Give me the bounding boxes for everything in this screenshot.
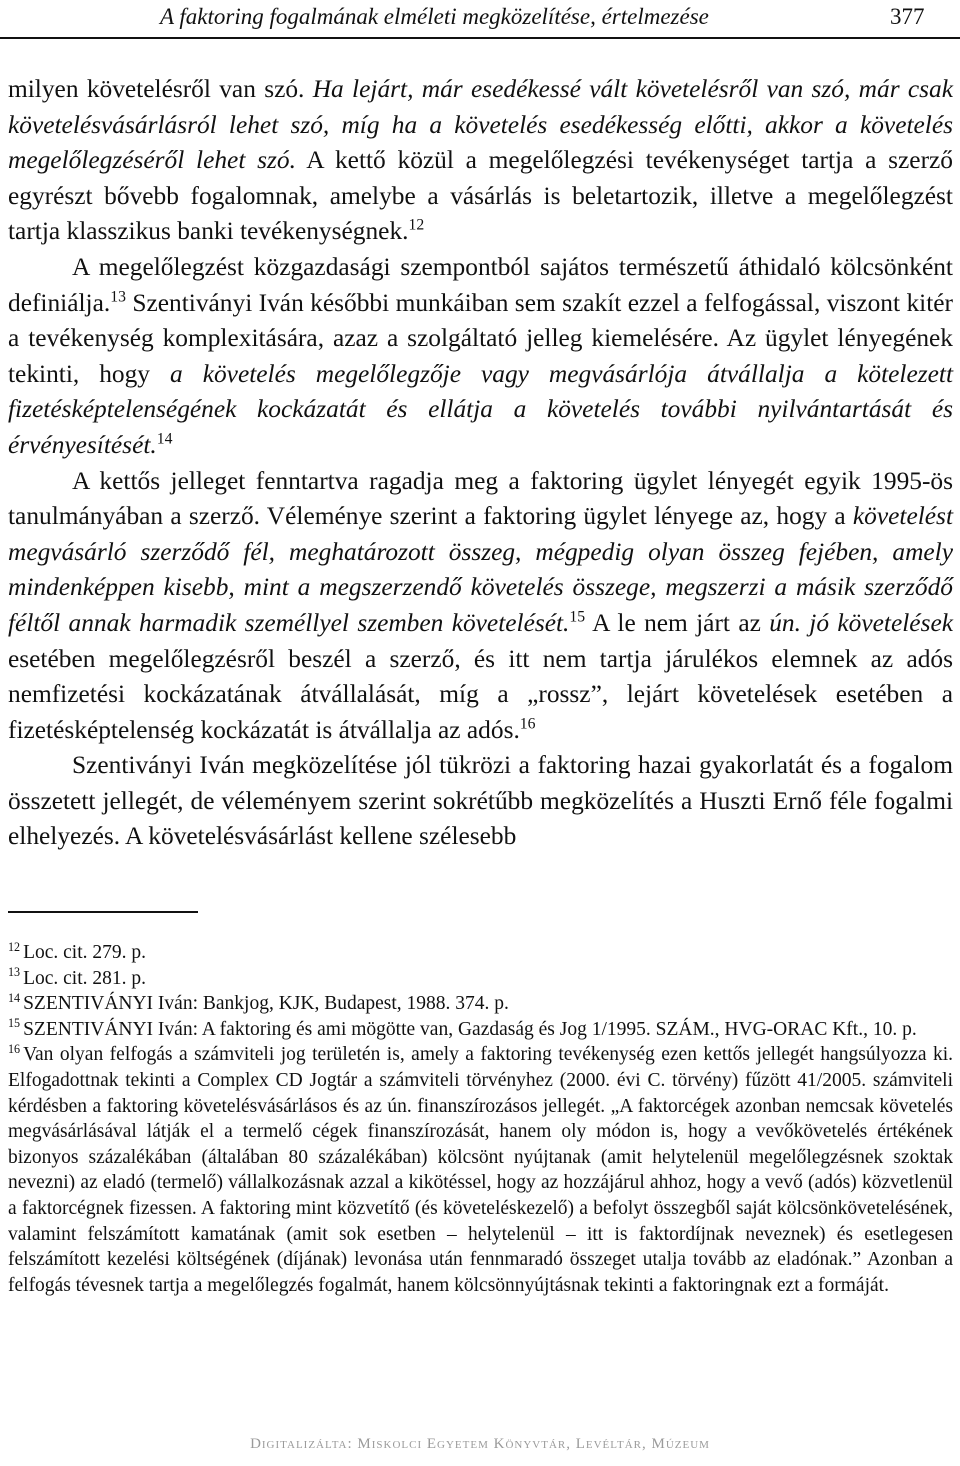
text-run: A megelőlegzést közgazdasági szempontból sajátos természetű áthidaló kölcsönként definiálja. [8, 252, 953, 317]
footnote-text: SZENTIVÁNYI Iván: A faktoring és ami mögötte van, Gazdaság és Jog 1/1995. SZÁM., HVG-ORAC Kft., 10. p. [23, 1018, 917, 1040]
footnote-reference[interactable]: 13 [110, 288, 126, 306]
footnote-number: 14 [8, 990, 21, 1005]
body-paragraph [8, 72, 953, 250]
running-title: A faktoring fogalmának elméleti megközelítése, értelmezése [160, 4, 709, 29]
footnote-reference[interactable]: 16 [519, 715, 536, 733]
digitization-watermark: Digitalizálta: Miskolci Egyetem Könyvtár, Levéltár, Múzeum [250, 1436, 710, 1452]
running-header [0, 0, 960, 44]
footnote-reference[interactable]: 12 [408, 216, 425, 234]
text-run: milyen követelésről van szó. [8, 75, 313, 103]
footnote-15 [8, 1017, 953, 1043]
footnote-text: Loc. cit. 281. p. [23, 967, 147, 989]
footnote-12 [8, 940, 953, 966]
text-run: A kettő közül a megelőlegzési tevékenységet tartja a szerző egyrészt bővebb fogalomnak, amelybe a vásárlás is beletartozik, illetve a megelőlegzést tartja klasszikus banki tevékenységnek. [8, 146, 954, 246]
text-run: Szentiványi Iván megközelítése jól tükrözi a faktoring hazai gyakorlatát és a fogalom összetett jellegét, de véleményem szerint sokrétűbb megközelítés a Huszti Ernő féle fogalmi elhelyezés. A követelésvásárlást kellene szélesebb [8, 751, 953, 851]
footnote-14 [8, 991, 953, 1017]
italic-text: Ha lejárt, már esedékessé vált követelésről van szó, már csak követelésvásárlásról lehet szó, míg ha a követelés esedékesség előtti, akkor a követelés megelőlegzéséről lehet szó. [8, 75, 953, 175]
footnote-13 [8, 966, 953, 992]
italic-text: követelést megvásárló szerződő fél, meghatározott összeg, mégpedig olyan összeg fejében, amely mindenképpen kisebb, mint a megszerzendő követelés összege, megszerzi a másik szerződő féltől annak harmadik személlyel szemben követelését. [8, 502, 953, 637]
italic-text: a követelés megelőlegzője vagy megvásárlója átvállalja a kötelezett fizetésképtelenségének kockázatát és ellátja a követelés további nyilvántartását és érvényesítését. [8, 359, 954, 459]
text-run: esetében megelőlegzésről beszél a szerző, és itt nem tartja járulékos elemnek az adós nemfizetési kockázatának átvállalását, míg a „rossz”, lejárt követelések esetében a fizetésképtelenség kockázatát is átvállalja az adós. [8, 644, 953, 744]
footnote-separator [8, 911, 198, 913]
footnotes [8, 940, 953, 1298]
footnote-number: 15 [8, 1016, 21, 1031]
footnote-reference[interactable]: 14 [156, 430, 173, 448]
body-text [8, 72, 953, 855]
footnote-number: 16 [8, 1041, 21, 1056]
text-run: A le nem járt az [585, 608, 770, 637]
footnote-16 [8, 1042, 953, 1298]
body-paragraph [8, 250, 953, 464]
header-rule [0, 37, 960, 39]
footnote-text: Loc. cit. 279. p. [23, 942, 147, 963]
page-number: 377 [890, 4, 925, 29]
body-paragraph [8, 464, 953, 749]
body-paragraph [8, 748, 953, 855]
footnote-text: Van olyan felfogás a számviteli jog területén is, amely a faktoring tevékenység ezen kettős jellegét hangsúlyozza ki. Elfogadottnak tekinti a Complex CD Jogtár a számviteli törvényhez (2000. évi C. törvény) fűzött 41/2005. számviteli kérdésben a faktoring követelésvásárlásos és az ún. finanszírozásos jellegét. „A faktorcégek azonban nemcsak követelés megvásárlásával látják el a termelő cégek finanszírozását, hanem oly módon is, hogy a vevőkövetelés értékének bizonyos százalékában (általában 80 százalékában) kölcsönt nyújtanak (amit helytelenül megelőlegzésnek szoktak nevezni) az eladó (termelő) vállalkozásnak azzal a kikötéssel, hogy az hozzájárul ahhoz, hogy a vevő (adós) közvetlenül a faktorcégnek fizessen. A faktoring mint közvetítő (és követeléskezelő) a befolyt összegből saját kölcsönkövetelésének, valamint felszámított kamatának (amit sok esetben – helytelenül – itt is faktordíjnak neveznek) és esetlegesen felszámított kezelési költségének (díjának) levonása után fennmaradó összeget utalja tovább az eladónak.” Azonban a felfogás tévesnek tartja a megelőlegzés fogalmát, hanem kölcsönnyújtásnak tekinti a faktoringnak ezt a formáját. [8, 1044, 953, 1296]
text-run: Szentiványi Iván későbbi munkáiban sem szakít ezzel a felfogással, viszont kitér a tevékenység komplexitására, azaz a szolgáltató jelleg kiemelésére. Az ügylet lényegének tekinti, hogy [8, 288, 953, 388]
italic-text: ún. jó követelések [769, 608, 953, 637]
text-run: A kettős jelleget fenntartva ragadja meg a faktoring ügylet lényegét egyik 1995-ös tanulmányában a szerző. Véleménye szerint a faktoring ügylet lényege az, hogy a [8, 466, 953, 531]
footnote-reference[interactable]: 15 [569, 608, 586, 626]
footnote-text: SZENTIVÁNYI Iván: Bankjog, KJK, Budapest, 1988. 374. p. [23, 993, 509, 1015]
footnote-number: 12 [8, 939, 21, 954]
footnote-number: 13 [8, 965, 21, 980]
